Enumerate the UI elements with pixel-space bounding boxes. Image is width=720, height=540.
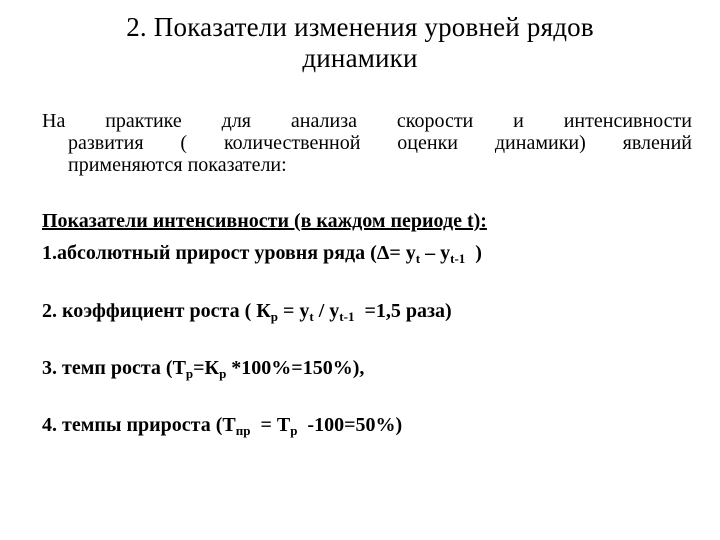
item1-sub-t: t bbox=[415, 251, 421, 266]
item3-mid: =К bbox=[193, 357, 220, 379]
item1-text: 1.абсолютный прирост уровня ряда (Δ= y bbox=[42, 242, 416, 264]
title-line-2: динамики bbox=[302, 43, 418, 73]
item2-text: 2. коэффициент роста ( К bbox=[42, 300, 271, 322]
item3-end: *100%=150%), bbox=[226, 357, 365, 379]
item4-end: -100=50%) bbox=[297, 414, 403, 436]
item2-mid1: = y bbox=[277, 300, 310, 322]
item1-sub-t-1: t-1 bbox=[450, 251, 466, 266]
slide-title bbox=[40, 12, 680, 74]
item4-sub-r: р bbox=[290, 423, 298, 438]
intro-line-3: применяются показатели: bbox=[68, 154, 287, 176]
item2-sub-t-1: t-1 bbox=[339, 309, 355, 324]
item2-sub-t: t bbox=[309, 309, 314, 324]
item1-end: ) bbox=[465, 242, 482, 264]
item4-sub-pr: пр bbox=[235, 423, 251, 438]
intro-paragraph bbox=[42, 110, 692, 176]
item3-sub-r2: р bbox=[219, 366, 227, 381]
item2-sub-r: р bbox=[270, 309, 278, 324]
item1-mid: – y bbox=[420, 242, 451, 264]
intro-line-1: На практике для анализа скорости и интенсивности bbox=[42, 110, 692, 132]
item3-sub-r: р bbox=[185, 366, 194, 381]
item-increment-rate bbox=[42, 414, 402, 437]
item3-text: 3. темп роста (Т bbox=[42, 357, 186, 379]
item2-mid2: / y bbox=[313, 300, 340, 322]
item-absolute-growth bbox=[42, 242, 482, 265]
item2-end: =1,5 раза) bbox=[354, 300, 452, 322]
item-growth-rate bbox=[42, 357, 364, 380]
intro-line-2: развития ( количественной оценки динамики) явлений bbox=[68, 132, 692, 154]
section-heading: Показатели интенсивности (в каждом периоде t): bbox=[42, 210, 487, 232]
title-line-1: 2. Показатели изменения уровней рядов bbox=[126, 12, 594, 42]
item4-text: 4. темпы прироста (Т bbox=[42, 414, 236, 436]
item4-mid: = Т bbox=[250, 414, 291, 436]
item-growth-coefficient bbox=[42, 300, 452, 323]
